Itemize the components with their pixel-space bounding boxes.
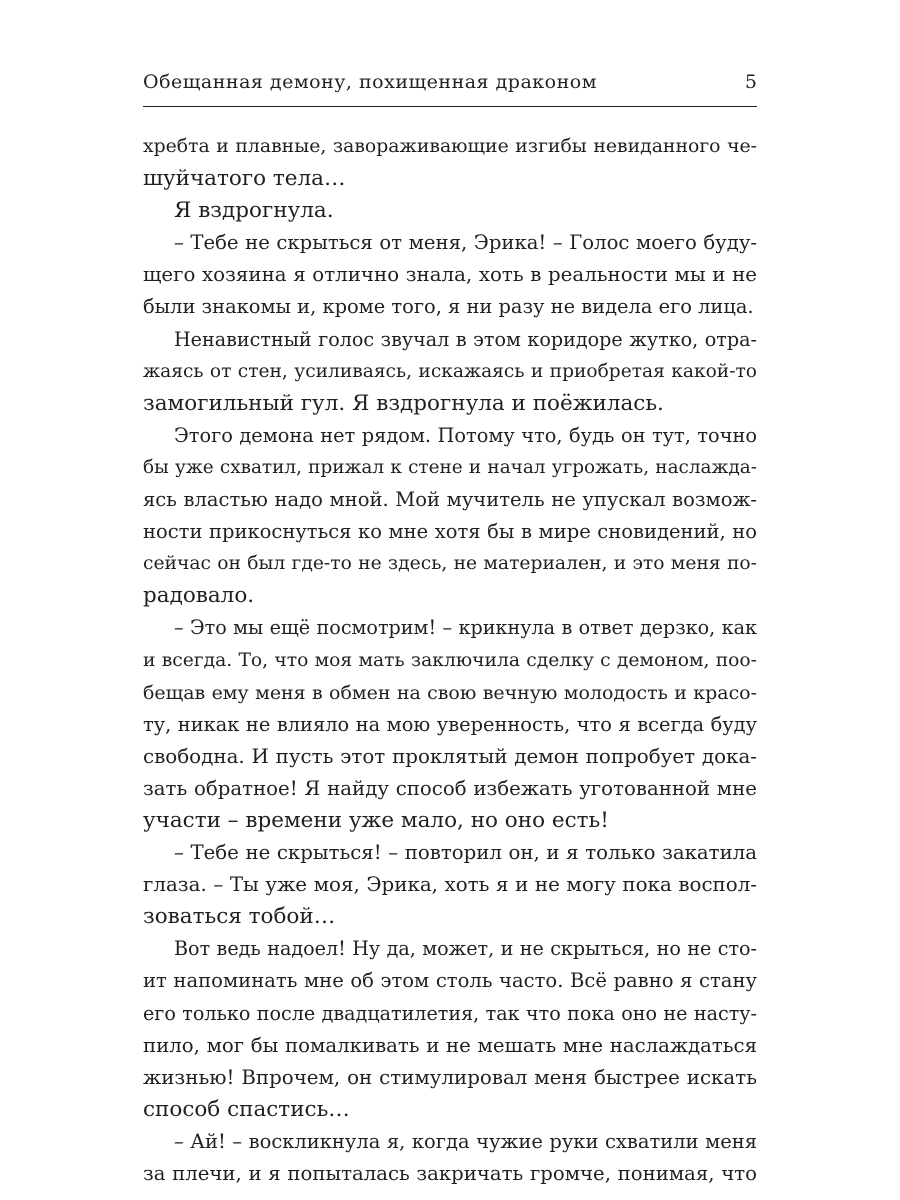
text-line: за плечи, и я попыталась закричать громче, понимая, что (143, 1162, 757, 1185)
text-line: ит напоминать мне об этом столь часто. Всё равно я стану (143, 969, 757, 993)
text-line: и всегда. То, что моя мать заключила сделку с демоном, поо- (143, 649, 757, 671)
text-line: Я вздрогнула. (174, 198, 334, 224)
text-line: Этого демона нет рядом. Потому что, будь он тут, точно (174, 423, 757, 447)
text-line: зоваться тобой… (143, 904, 336, 930)
text-line: замогильный гул. Я вздрогнула и поёжилась. (143, 390, 664, 416)
text-line: глаза. – Ты уже моя, Эрика, хоть я и не могу пока воспол- (143, 873, 757, 897)
text-line: – Тебе не скрыться от меня, Эрика! – Голос моего буду- (174, 231, 757, 255)
text-line: жаясь от стен, усиливаясь, искажаясь и приобретая какой-то (143, 360, 757, 382)
text-line: хребта и плавные, завораживающие изгибы невиданного че- (143, 136, 757, 157)
text-line: – Это мы ещё посмотрим! – крикнула в ответ дерзко, как (174, 616, 757, 640)
text-line: ясь властью надо мной. Мой мучитель не упускал возмож- (143, 488, 757, 512)
text-line: шуйчатого тела… (143, 166, 346, 192)
text-line: зать обратное! Я найду способ избежать уготованной мне (143, 776, 757, 800)
page-number: 5 (744, 71, 757, 93)
text-line: Вот ведь надоел! Ну да, может, и не скрыться, но не сто- (174, 937, 757, 961)
text-line: ту, никак не влияло на мою уверенность, что я всегда буду (143, 712, 757, 736)
text-line: его только после двадцатилетия, так что пока оно не насту- (143, 1001, 757, 1025)
text-line: бещав ему меня в обмен на свою вечную молодость и красо- (143, 681, 757, 704)
text-line: жизнью! Впрочем, он стимулировал меня быстрее искать (143, 1065, 757, 1089)
text-line: свободна. И пусть этот проклятый демон попробует дока- (143, 744, 757, 768)
text-line: – Ай! – воскликнула я, когда чужие руки схватили меня (174, 1129, 757, 1153)
text-line: Ненавистный голос звучал в этом коридоре жутко, отра- (174, 327, 757, 351)
book-title: Обещанная демону, похищенная драконом (143, 71, 597, 93)
running-header (143, 66, 757, 107)
text-line: участи – времени уже мало, но оно есть! (143, 807, 609, 833)
text-line: ности прикоснуться ко мне хотя бы в мире сновидений, но (143, 520, 757, 544)
text-line: щего хозяина я отлично знала, хоть в реальности мы и не (143, 263, 757, 287)
text-line: пило, мог бы помалкивать и не мешать мне наслаждаться (143, 1033, 757, 1057)
body-text (143, 131, 757, 1190)
text-line: сейчас он был где-то не здесь, не материален, и это меня по- (143, 553, 757, 575)
text-line: способ спастись… (143, 1096, 350, 1122)
text-line: – Тебе не скрыться! – повторил он, и я только закатила (174, 841, 757, 865)
text-line: были знакомы и, кроме того, я ни разу не видела его лица. (143, 295, 754, 319)
text-line: бы уже схватил, прижал к стене и начал угрожать, наслажда- (143, 456, 757, 478)
text-line: радовало. (143, 583, 255, 609)
